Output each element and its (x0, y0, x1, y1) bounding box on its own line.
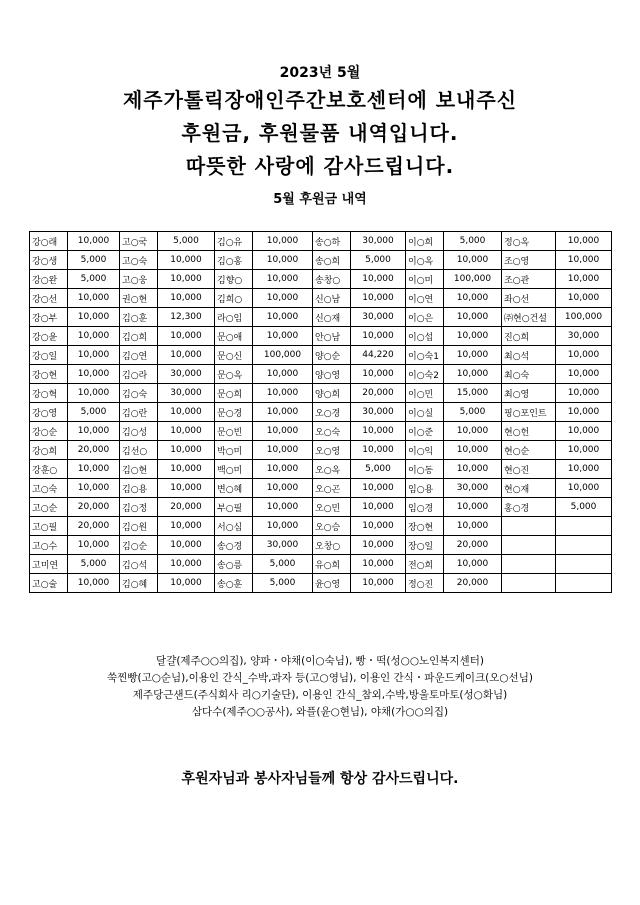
donor-name-cell: 라○임 (215, 308, 253, 327)
donor-name-cell: 김○라 (120, 365, 158, 384)
donation-amount-cell: 10,000 (253, 517, 313, 536)
donation-amount-cell: 10,000 (68, 460, 120, 479)
table-row (30, 327, 612, 346)
table-row (30, 498, 612, 517)
donation-amount-cell: 10,000 (556, 270, 612, 289)
donation-amount-cell: 15,000 (444, 384, 502, 403)
donation-amount-cell: 10,000 (444, 289, 502, 308)
donor-name-cell: 최○숙 (502, 365, 556, 384)
donor-name-cell (502, 536, 556, 555)
table-caption: 5월 후원금 내역 (273, 192, 367, 207)
donation-amount-cell: 10,000 (351, 536, 406, 555)
donation-amount-cell: 10,000 (351, 270, 406, 289)
table-row (30, 441, 612, 460)
donor-name-cell: 강○순 (30, 422, 68, 441)
donation-amount-cell: 10,000 (68, 422, 120, 441)
closing-thanks: 후원자님과 봉사자님들께 항상 감사드립니다. (181, 771, 459, 787)
donor-name-cell: 진○희 (502, 327, 556, 346)
donor-name-cell: 장○현 (406, 517, 444, 536)
donor-name-cell: 이○동 (406, 460, 444, 479)
donor-name-cell: 강○현 (30, 365, 68, 384)
donation-amount-cell: 10,000 (444, 327, 502, 346)
donation-amount-cell: 10,000 (444, 308, 502, 327)
donation-amount-cell: 5,000 (444, 232, 502, 251)
donation-amount-cell: 10,000 (556, 346, 612, 365)
donor-name-cell: 조○관 (502, 270, 556, 289)
donor-name-cell: 박○미 (215, 441, 253, 460)
report-date: 2023년 5월 (279, 65, 361, 81)
table-row (30, 270, 612, 289)
donor-name-cell: 백○미 (215, 460, 253, 479)
donor-name-cell: 좌○선 (502, 289, 556, 308)
donor-name-cell: 강○윤 (30, 327, 68, 346)
donation-amount-cell: 5,000 (253, 574, 313, 593)
donation-amount-cell: 10,000 (158, 251, 215, 270)
donor-name-cell: 이○희 (406, 232, 444, 251)
donor-name-cell: 안○남 (313, 327, 351, 346)
donation-amount-cell: 10,000 (556, 251, 612, 270)
donation-amount-cell: 10,000 (253, 365, 313, 384)
donation-amount-cell: 5,000 (68, 555, 120, 574)
donor-name-cell: 최○석 (502, 346, 556, 365)
donor-name-cell: 장○일 (406, 536, 444, 555)
donation-amount-cell: 10,000 (556, 232, 612, 251)
donor-name-cell: 김○혜 (120, 574, 158, 593)
donor-name-cell: 김○숙 (120, 384, 158, 403)
donor-name-cell: 현○진 (502, 460, 556, 479)
table-row (30, 251, 612, 270)
donor-name-cell: 이○민 (406, 384, 444, 403)
donation-amount-cell: 10,000 (253, 289, 313, 308)
donation-amount-cell: 10,000 (68, 365, 120, 384)
table-row (30, 308, 612, 327)
donation-amount-cell: 5,000 (351, 460, 406, 479)
donor-name-cell: 강○혁 (30, 384, 68, 403)
donor-name-cell: 이○미 (406, 270, 444, 289)
donation-amount-cell: 10,000 (556, 384, 612, 403)
donation-amount-cell: 10,000 (68, 232, 120, 251)
donor-name-cell: 정○옥 (502, 232, 556, 251)
donor-name-cell: 현○재 (502, 479, 556, 498)
donor-name-cell (502, 574, 556, 593)
donor-name-cell: 오○곤 (313, 479, 351, 498)
donation-amount-cell: 10,000 (351, 574, 406, 593)
donor-name-cell: 현○헌 (502, 422, 556, 441)
donation-amount-cell: 10,000 (253, 384, 313, 403)
donation-amount-cell: 10,000 (444, 555, 502, 574)
donation-amount-cell: 10,000 (158, 327, 215, 346)
donation-amount-cell: 10,000 (158, 422, 215, 441)
donation-amount-cell: 30,000 (158, 384, 215, 403)
donor-name-cell: 양○영 (313, 365, 351, 384)
donation-amount-cell: 10,000 (158, 270, 215, 289)
item-line: 달걀(제주○○의집), 양파・야채(이○숙님), 빵・떡(성○○노인복지센터) (156, 655, 484, 667)
donor-name-cell: 문○애 (215, 327, 253, 346)
donation-amount-cell (556, 555, 612, 574)
table-row (30, 365, 612, 384)
donation-amount-cell: 20,000 (444, 574, 502, 593)
donation-amount-cell: 30,000 (556, 327, 612, 346)
donor-name-cell: 이○연 (406, 289, 444, 308)
donor-name-cell: 김○석 (120, 555, 158, 574)
donor-name-cell: 김○성 (120, 422, 158, 441)
donor-name-cell: 김○정 (120, 498, 158, 517)
donation-amount-cell: 10,000 (253, 232, 313, 251)
donation-amount-cell: 10,000 (158, 555, 215, 574)
donor-name-cell: 강○래 (30, 232, 68, 251)
item-line: 쑥찐빵(고○순님),이용인 간식_수박,과자 등(고○영님), 이용인 간식・파운드케이크(오○선님) (107, 672, 533, 684)
donor-name-cell: 오○경 (313, 403, 351, 422)
donor-name-cell: ㈜현○건설 (502, 308, 556, 327)
table-row (30, 517, 612, 536)
donation-amount-cell: 10,000 (351, 441, 406, 460)
donation-amount-cell: 10,000 (351, 289, 406, 308)
donor-name-cell: 문○신 (215, 346, 253, 365)
donor-name-cell: 문○빈 (215, 422, 253, 441)
donation-amount-cell: 10,000 (253, 403, 313, 422)
donor-name-cell: 오○승 (313, 517, 351, 536)
donation-amount-cell: 20,000 (351, 384, 406, 403)
table-row (30, 479, 612, 498)
donation-amount-cell: 20,000 (68, 498, 120, 517)
donation-amount-cell: 10,000 (444, 441, 502, 460)
donor-name-cell: 오○숙 (313, 422, 351, 441)
donor-name-cell: 핑○포인트 (502, 403, 556, 422)
donor-name-cell: 강○완 (30, 270, 68, 289)
donation-amount-cell: 5,000 (68, 251, 120, 270)
donor-name-cell: 송○희 (313, 251, 351, 270)
donor-name-cell: 김○순 (120, 536, 158, 555)
donation-amount-cell: 10,000 (68, 308, 120, 327)
donation-amount-cell: 10,000 (556, 289, 612, 308)
donor-name-cell: 김○홍 (215, 251, 253, 270)
donor-name-cell: 이○옥 (406, 251, 444, 270)
item-line: 삼다수(제주○○공사), 와플(윤○현님), 야채(가○○의집) (191, 706, 449, 718)
donor-name-cell: 신○남 (313, 289, 351, 308)
table-row (30, 574, 612, 593)
donor-name-cell: 고미연 (30, 555, 68, 574)
donation-amount-cell: 5,000 (158, 232, 215, 251)
report-title: 후원금, 후원물품 내역입니다. (181, 121, 459, 145)
donor-name-cell: 이○준 (406, 422, 444, 441)
donation-amount-cell: 10,000 (253, 422, 313, 441)
donation-amount-cell: 30,000 (253, 536, 313, 555)
donation-amount-cell: 10,000 (253, 308, 313, 327)
donor-name-cell: 고○순 (30, 498, 68, 517)
donor-name-cell: 송○릉 (215, 555, 253, 574)
donor-name-cell: 김○현 (120, 460, 158, 479)
donation-amount-cell: 10,000 (556, 422, 612, 441)
donation-amount-cell: 20,000 (158, 498, 215, 517)
donation-amount-cell: 30,000 (351, 403, 406, 422)
donor-name-cell: 고○숙 (120, 251, 158, 270)
table-row (30, 403, 612, 422)
donation-amount-cell: 10,000 (253, 441, 313, 460)
donation-amount-cell: 10,000 (556, 441, 612, 460)
table-row (30, 232, 612, 251)
donation-amount-cell: 10,000 (351, 517, 406, 536)
donation-amount-cell: 10,000 (68, 327, 120, 346)
donation-amount-cell: 12,300 (158, 308, 215, 327)
donor-name-cell: 김○용 (120, 479, 158, 498)
donor-name-cell: 서○심 (215, 517, 253, 536)
donor-name-cell: 송○하 (313, 232, 351, 251)
donor-name-cell: 김선○ (120, 441, 158, 460)
donor-name-cell: 김○원 (120, 517, 158, 536)
donor-name-cell: 송○훈 (215, 574, 253, 593)
donation-amount-cell: 5,000 (253, 555, 313, 574)
donor-name-cell: 고○웅 (120, 270, 158, 289)
donation-amount-cell: 10,000 (158, 536, 215, 555)
donation-amount-cell: 10,000 (444, 251, 502, 270)
donor-name-cell: 김향○ (215, 270, 253, 289)
donation-amount-cell: 10,000 (351, 479, 406, 498)
donor-name-cell: 강○희 (30, 441, 68, 460)
donation-amount-cell: 20,000 (68, 441, 120, 460)
donor-name-cell: 문○옥 (215, 365, 253, 384)
donation-table (29, 231, 612, 593)
donation-amount-cell: 10,000 (158, 517, 215, 536)
donation-amount-cell: 100,000 (556, 308, 612, 327)
donor-name-cell: 양○희 (313, 384, 351, 403)
donor-name-cell: 송○경 (215, 536, 253, 555)
donation-amount-cell: 10,000 (351, 327, 406, 346)
donor-name-cell: 이○숙2 (406, 365, 444, 384)
donation-amount-cell: 10,000 (444, 460, 502, 479)
donor-name-cell: 이○은 (406, 308, 444, 327)
donation-amount-cell: 10,000 (68, 536, 120, 555)
donation-amount-cell: 10,000 (351, 422, 406, 441)
table-row (30, 555, 612, 574)
donor-name-cell: 최○영 (502, 384, 556, 403)
donor-name-cell: 강훈○ (30, 460, 68, 479)
donation-amount-cell: 5,000 (444, 403, 502, 422)
donation-amount-cell: 10,000 (444, 498, 502, 517)
donation-amount-cell: 5,000 (351, 251, 406, 270)
donation-amount-cell: 10,000 (351, 498, 406, 517)
donation-amount-cell: 10,000 (556, 460, 612, 479)
donation-amount-cell: 30,000 (351, 232, 406, 251)
donation-amount-cell (556, 574, 612, 593)
donation-amount-cell: 5,000 (68, 403, 120, 422)
donor-name-cell: 고○국 (120, 232, 158, 251)
donation-amount-cell: 10,000 (158, 403, 215, 422)
donation-amount-cell: 10,000 (68, 384, 120, 403)
donation-amount-cell: 100,000 (253, 346, 313, 365)
table-row (30, 346, 612, 365)
donor-name-cell (502, 517, 556, 536)
donor-name-cell: 김○훈 (120, 308, 158, 327)
center-name-line: 제주가톨릭장애인주간보호센터에 보내주신 (122, 88, 518, 112)
item-line: 제주당근샌드(주식회사 리○기술단), 이용인 간식_참외,수박,방울토마토(성○화님) (132, 689, 508, 701)
donation-amount-cell (556, 536, 612, 555)
donor-name-cell: 문○희 (215, 384, 253, 403)
donor-name-cell: 문○경 (215, 403, 253, 422)
donor-name-cell (502, 555, 556, 574)
donation-amount-cell: 10,000 (158, 479, 215, 498)
donation-amount-cell: 30,000 (351, 308, 406, 327)
donor-name-cell: 김○희 (120, 327, 158, 346)
donation-amount-cell: 10,000 (253, 327, 313, 346)
donation-amount-cell: 10,000 (444, 365, 502, 384)
donation-amount-cell: 100,000 (444, 270, 502, 289)
donor-name-cell: 이○섭 (406, 327, 444, 346)
donation-amount-cell: 10,000 (253, 270, 313, 289)
donation-amount-cell: 10,000 (351, 555, 406, 574)
donor-name-cell: 조○영 (502, 251, 556, 270)
table-row (30, 422, 612, 441)
donor-name-cell: 정○진 (406, 574, 444, 593)
donor-name-cell: 현○순 (502, 441, 556, 460)
donation-amount-cell: 30,000 (158, 365, 215, 384)
donor-name-cell: 부○필 (215, 498, 253, 517)
donor-name-cell: 고○술 (30, 574, 68, 593)
donor-name-cell: 김○유 (215, 232, 253, 251)
table-row (30, 536, 612, 555)
donation-amount-cell: 10,000 (158, 289, 215, 308)
donor-name-cell: 송창○ (313, 270, 351, 289)
donation-amount-cell: 10,000 (444, 422, 502, 441)
donor-name-cell: 홍○경 (502, 498, 556, 517)
donation-amount-cell: 5,000 (68, 270, 120, 289)
donation-amount-cell: 10,000 (158, 441, 215, 460)
donor-name-cell: 유○희 (313, 555, 351, 574)
thanks-line: 따뜻한 사랑에 감사드립니다. (185, 154, 455, 178)
donation-amount-cell (556, 517, 612, 536)
donation-amount-cell: 10,000 (253, 479, 313, 498)
table-row (30, 460, 612, 479)
donor-name-cell: 신○재 (313, 308, 351, 327)
donated-items-list (0, 653, 640, 721)
donor-name-cell: 강○일 (30, 346, 68, 365)
donation-amount-cell: 10,000 (68, 479, 120, 498)
donation-amount-cell: 10,000 (351, 365, 406, 384)
donation-amount-cell: 10,000 (158, 346, 215, 365)
donation-amount-cell: 10,000 (158, 460, 215, 479)
donation-amount-cell: 10,000 (158, 574, 215, 593)
donation-amount-cell: 44,220 (351, 346, 406, 365)
donor-name-cell: 이○숙1 (406, 346, 444, 365)
donor-name-cell: 양○순 (313, 346, 351, 365)
donor-name-cell: 고○수 (30, 536, 68, 555)
donation-amount-cell: 10,000 (556, 479, 612, 498)
donation-amount-cell: 5,000 (556, 498, 612, 517)
donor-name-cell: 오○옥 (313, 460, 351, 479)
donation-amount-cell: 10,000 (556, 365, 612, 384)
donation-amount-cell: 10,000 (444, 517, 502, 536)
donor-name-cell: 고○필 (30, 517, 68, 536)
donation-amount-cell: 30,000 (444, 479, 502, 498)
donor-name-cell: 강○영 (30, 403, 68, 422)
donation-amount-cell: 10,000 (253, 460, 313, 479)
donation-amount-cell: 10,000 (444, 346, 502, 365)
table-row (30, 289, 612, 308)
donor-name-cell: 윤○영 (313, 574, 351, 593)
donor-name-cell: 강○생 (30, 251, 68, 270)
donor-name-cell: 김희○ (215, 289, 253, 308)
donation-amount-cell: 10,000 (556, 403, 612, 422)
donor-name-cell: 오창○ (313, 536, 351, 555)
donor-name-cell: 권○현 (120, 289, 158, 308)
donor-name-cell: 고○숙 (30, 479, 68, 498)
table-row (30, 384, 612, 403)
donation-amount-cell: 20,000 (444, 536, 502, 555)
donor-name-cell: 임○용 (406, 479, 444, 498)
donor-name-cell: 변○혜 (215, 479, 253, 498)
donor-name-cell: 이○익 (406, 441, 444, 460)
donor-name-cell: 강○부 (30, 308, 68, 327)
donation-amount-cell: 10,000 (253, 251, 313, 270)
donor-name-cell: 전○희 (406, 555, 444, 574)
donor-name-cell: 임○경 (406, 498, 444, 517)
donation-amount-cell: 10,000 (68, 574, 120, 593)
donation-amount-cell: 10,000 (68, 346, 120, 365)
donor-name-cell: 김○연 (120, 346, 158, 365)
donor-name-cell: 김○란 (120, 403, 158, 422)
donor-name-cell: 이○실 (406, 403, 444, 422)
donation-amount-cell: 10,000 (253, 498, 313, 517)
donor-name-cell: 오○영 (313, 441, 351, 460)
donation-amount-cell: 10,000 (68, 289, 120, 308)
donation-amount-cell: 20,000 (68, 517, 120, 536)
donor-name-cell: 오○민 (313, 498, 351, 517)
donor-name-cell: 강○선 (30, 289, 68, 308)
